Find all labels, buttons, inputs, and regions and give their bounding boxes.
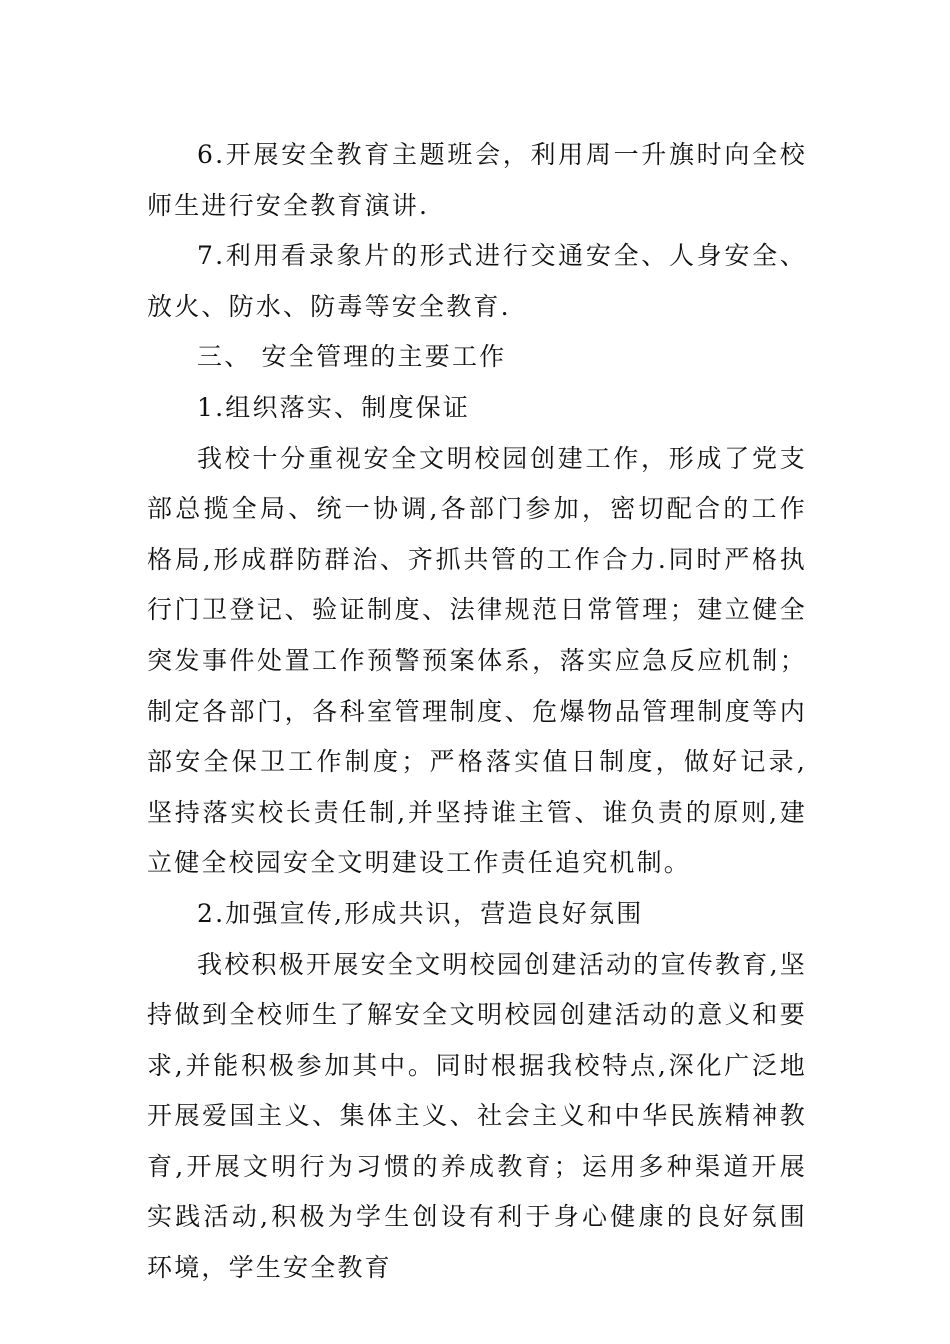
- subsection-2-heading: 2.加强宣传,形成共识，营造良好氛围: [197, 898, 644, 928]
- item-6-paragraph: 6.开展安全教育主题班会，利用周一升旗时向全校师生进行安全教育演讲.: [147, 140, 807, 220]
- subsection-1-body: 我校十分重视安全文明校园创建工作，形成了党支部总揽全局、统一协调,各部门参加，密切配合的工作格局,形成群防群治、齐抓共管的工作合力.同时严格执行门卫登记、验证制度、法律规范日常管理；建立健全突发事件处置工作预警预案体系，落实应急反应机制；制定各部门，各科室管理制度、危爆物品管理制度等内部安全保卫工作制度；严格落实值日制度，做好记录,坚持落实校长责任制,并坚持谁主管、谁负责的原则,建立健全校园安全文明建设工作责任追究机制。: [147, 443, 807, 878]
- subsection-2-body: 我校积极开展安全文明校园创建活动的宣传教育,坚持做到全校师生了解安全文明校园创建活动的意义和要求,并能积极参加其中。同时根据我校特点,深化广泛地开展爱国主义、集体主义、社会主义和中华民族精神教育,开展文明行为习惯的养成教育；运用多种渠道开展实践活动,积极为学生创设有利于身心健康的良好氛围环境，学生安全教育: [147, 949, 807, 1283]
- subsection-1-heading: 1.组织落实、制度保证: [197, 392, 471, 422]
- section-3-heading: 三、 安全管理的主要工作: [197, 342, 507, 372]
- document-body: [147, 130, 807, 1294]
- item-7-paragraph: 7.利用看录象片的形式进行交通安全、人身安全、放火、防水、防毒等安全教育.: [147, 241, 807, 321]
